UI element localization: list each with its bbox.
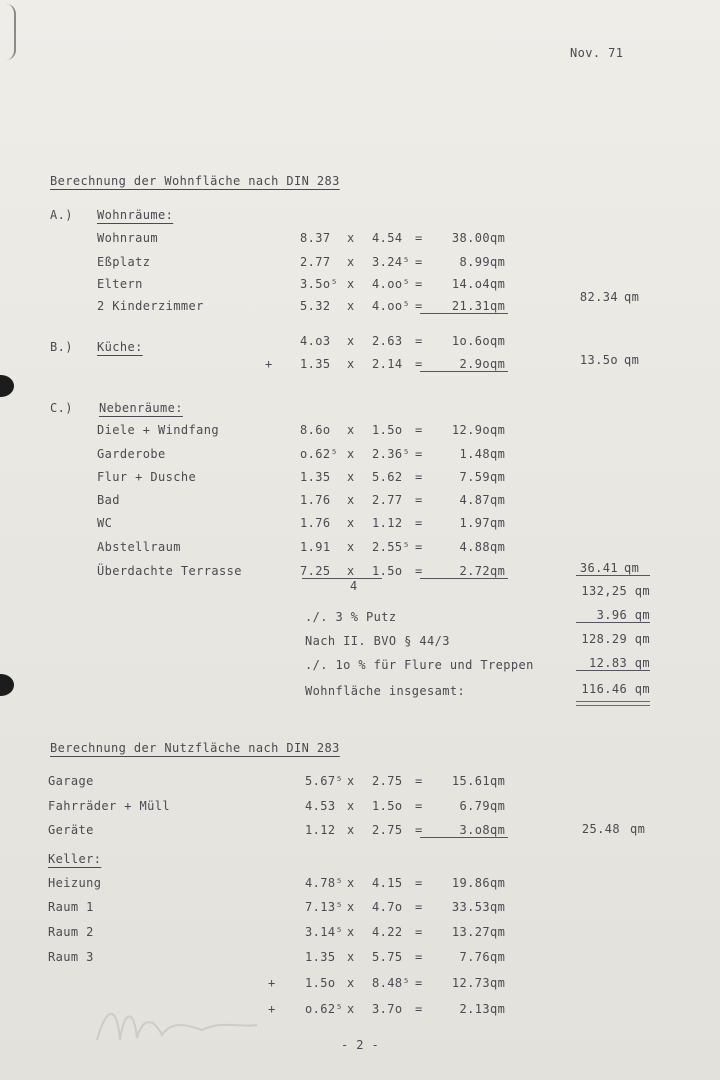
unit-label: qm	[490, 423, 506, 437]
unit-label: qm	[490, 447, 506, 461]
equals-sign: =	[415, 976, 423, 990]
area-result: 21.31	[451, 299, 490, 313]
dimension-b: 4.7o	[372, 900, 403, 914]
unit-label: qm	[490, 799, 506, 813]
dimension-a: o.62⁵	[305, 1002, 344, 1016]
dimension-a: 2.77	[300, 255, 331, 269]
dimension-a: 1.5o	[305, 976, 336, 990]
dimension-b: 1.5o	[372, 564, 403, 578]
times-sign: x	[347, 231, 355, 245]
room-name: Wohnraum	[97, 231, 158, 245]
equals-sign: =	[415, 950, 423, 964]
rule	[420, 313, 508, 314]
wohnflaeche-heading: Berechnung der Wohnfläche nach DIN 283	[50, 174, 340, 188]
section-label: B.)	[50, 340, 73, 354]
equals-sign: =	[415, 540, 423, 554]
area-result: 7.59	[459, 470, 490, 484]
dimension-b: 5.62	[372, 470, 403, 484]
dimension-a: o.62⁵	[300, 447, 339, 461]
area-result: 15.61	[451, 774, 490, 788]
unit-label: qm	[490, 516, 506, 530]
equals-sign: =	[415, 357, 423, 371]
dimension-b: 2.75	[372, 823, 403, 837]
dimension-a: 3.14⁵	[305, 925, 344, 939]
unit-label: qm	[624, 290, 640, 304]
dimension-a: 5.67⁵	[305, 774, 344, 788]
dimension-a: 1.35	[300, 470, 331, 484]
unit-label: qm	[490, 277, 506, 291]
equals-sign: =	[415, 423, 423, 437]
dimension-b: 1.12	[372, 516, 403, 530]
wohnflaeche-gesamt-value: 116.46 qm	[581, 682, 650, 696]
room-name: 2 Kinderzimmer	[97, 299, 204, 313]
area-result: 1o.6o	[451, 334, 490, 348]
area-result: 6.79	[459, 799, 490, 813]
equals-sign: =	[415, 925, 423, 939]
equals-sign: =	[415, 334, 423, 348]
equals-sign: =	[415, 823, 423, 837]
times-sign: x	[347, 900, 355, 914]
times-sign: x	[347, 823, 355, 837]
dimension-b: 8.48⁵	[372, 976, 411, 990]
page-number: - 2 -	[341, 1038, 380, 1052]
equals-sign: =	[415, 255, 423, 269]
dimension-a: 5.32	[300, 299, 331, 313]
dimension-a: 1.12	[305, 823, 336, 837]
times-sign: x	[347, 1002, 355, 1016]
area-result: 2.13	[459, 1002, 490, 1016]
paper-clip-mark	[0, 4, 16, 60]
unit-label: qm	[490, 564, 506, 578]
equals-sign: =	[415, 231, 423, 245]
times-sign: x	[347, 976, 355, 990]
section-total: 36.41	[579, 561, 618, 575]
equals-sign: =	[415, 493, 423, 507]
dimension-a: 1.76	[300, 493, 331, 507]
room-name: Heizung	[48, 876, 102, 890]
area-result: 13.27	[451, 925, 490, 939]
section-title: Wohnräume:	[97, 208, 174, 222]
room-name: Raum 1	[48, 900, 94, 914]
unit-label: qm	[490, 540, 506, 554]
unit-label: qm	[624, 561, 640, 575]
rule	[420, 578, 508, 579]
unit-label: qm	[490, 357, 506, 371]
equals-sign: =	[415, 516, 423, 530]
section-total: 82.34	[579, 290, 618, 304]
equals-sign: =	[415, 1002, 423, 1016]
area-result: 1.97	[459, 516, 490, 530]
room-name: Fahrräder + Müll	[48, 799, 170, 813]
unit-label: qm	[490, 823, 506, 837]
room-name: Garderobe	[97, 447, 166, 461]
dimension-a: 8.6o	[300, 423, 331, 437]
rule	[420, 837, 508, 838]
room-name: Garage	[48, 774, 94, 788]
equals-sign: =	[415, 447, 423, 461]
punch-hole	[0, 375, 14, 397]
dimension-b: 2.14	[372, 357, 403, 371]
unit-label: qm	[490, 774, 506, 788]
dimension-b: 4.oo⁵	[372, 299, 411, 313]
times-sign: x	[347, 774, 355, 788]
rule	[576, 575, 650, 576]
area-result: 8.99	[459, 255, 490, 269]
times-sign: x	[347, 470, 355, 484]
area-result: 4.88	[459, 540, 490, 554]
divisor: 4	[350, 579, 358, 593]
unit-label: qm	[490, 876, 506, 890]
room-name: Raum 2	[48, 925, 94, 939]
dimension-a: 8.37	[300, 231, 331, 245]
rule	[576, 670, 650, 671]
times-sign: x	[347, 299, 355, 313]
dimension-a: 1.35	[300, 357, 331, 371]
times-sign: x	[347, 447, 355, 461]
equals-sign: =	[415, 564, 423, 578]
area-result: 7.76	[459, 950, 490, 964]
section-title: Küche:	[97, 340, 143, 354]
dimension-b: 4.15	[372, 876, 403, 890]
dimension-b: 4.oo⁵	[372, 277, 411, 291]
unit-label: qm	[490, 470, 506, 484]
equals-sign: =	[415, 774, 423, 788]
times-sign: x	[347, 423, 355, 437]
dimension-a: 7.25	[300, 564, 331, 578]
equals-sign: =	[415, 876, 423, 890]
room-name: Bad	[97, 493, 120, 507]
document-date: Nov. 71	[570, 46, 624, 60]
dimension-b: 1.5o	[372, 799, 403, 813]
times-sign: x	[347, 493, 355, 507]
room-name: WC	[97, 516, 113, 530]
equals-sign: =	[415, 277, 423, 291]
dimension-b: 3.24⁵	[372, 255, 411, 269]
rule	[302, 578, 382, 579]
section-title: Nebenräume:	[99, 401, 183, 415]
area-result: 2.9o	[459, 357, 490, 371]
dimension-b: 1.5o	[372, 423, 403, 437]
unit-label: qm	[490, 493, 506, 507]
room-name: Eßplatz	[97, 255, 151, 269]
putz-label: ./. 3 % Putz	[305, 610, 397, 624]
room-name: Überdachte Terrasse	[97, 564, 242, 578]
room-name: Eltern	[97, 277, 143, 291]
times-sign: x	[347, 799, 355, 813]
area-result: 14.o4	[451, 277, 490, 291]
unit-label: qm	[490, 950, 506, 964]
dimension-b: 2.55⁵	[372, 540, 411, 554]
putz-value: 3.96 qm	[596, 608, 650, 622]
times-sign: x	[347, 255, 355, 269]
area-result: 12.9o	[451, 423, 490, 437]
unit-label: qm	[490, 976, 506, 990]
dimension-a: 1.91	[300, 540, 331, 554]
dimension-b: 5.75	[372, 950, 403, 964]
rule	[576, 622, 650, 623]
equals-sign: =	[415, 900, 423, 914]
times-sign: x	[347, 876, 355, 890]
equals-sign: =	[415, 470, 423, 484]
double-rule	[576, 701, 650, 706]
dimension-b: 2.63	[372, 334, 403, 348]
dimension-a: 7.13⁵	[305, 900, 344, 914]
unit-label: qm	[490, 231, 506, 245]
plus-sign: +	[268, 1002, 276, 1016]
plus-sign: +	[268, 976, 276, 990]
area-result: 38.00	[451, 231, 490, 245]
dimension-a: 1.76	[300, 516, 331, 530]
flure-value: 12.83 qm	[589, 656, 650, 670]
unit-label: qm	[490, 299, 506, 313]
dimension-a: 3.5o⁵	[300, 277, 339, 291]
flure-label: ./. 1o % für Flure und Treppen	[305, 658, 534, 672]
section-total: 25.48	[581, 822, 620, 836]
nutzflaeche-heading: Berechnung der Nutzfläche nach DIN 283	[50, 741, 340, 755]
equals-sign: =	[415, 299, 423, 313]
punch-hole	[0, 674, 14, 696]
section-total: 13.5o	[579, 353, 618, 367]
unit-label: qm	[490, 334, 506, 348]
unit-label: qm	[490, 900, 506, 914]
area-result: 4.87	[459, 493, 490, 507]
room-name: Diele + Windfang	[97, 423, 219, 437]
unit-label: qm	[490, 1002, 506, 1016]
dimension-a: 4.78⁵	[305, 876, 344, 890]
rule	[420, 371, 508, 372]
times-sign: x	[347, 334, 355, 348]
plus-sign: +	[265, 357, 273, 371]
room-name: Abstellraum	[97, 540, 181, 554]
dimension-b: 4.54	[372, 231, 403, 245]
unit-label: qm	[490, 255, 506, 269]
area-result: 2.72	[459, 564, 490, 578]
times-sign: x	[347, 564, 355, 578]
area-result: 1.48	[459, 447, 490, 461]
area-result: 3.o8	[459, 823, 490, 837]
times-sign: x	[347, 950, 355, 964]
equals-sign: =	[415, 799, 423, 813]
area-result: 33.53	[451, 900, 490, 914]
bvo-value: 128.29 qm	[581, 632, 650, 646]
dimension-b: 4.22	[372, 925, 403, 939]
dimension-b: 2.77	[372, 493, 403, 507]
times-sign: x	[347, 925, 355, 939]
times-sign: x	[347, 357, 355, 371]
keller-title: Keller:	[48, 852, 102, 866]
unit-label: qm	[630, 822, 646, 836]
dimension-a: 4.o3	[300, 334, 331, 348]
section-label: A.)	[50, 208, 73, 222]
dimension-a: 4.53	[305, 799, 336, 813]
dimension-a: 1.35	[305, 950, 336, 964]
room-name: Flur + Dusche	[97, 470, 197, 484]
bvo-label: Nach II. BVO § 44/3	[305, 634, 450, 648]
times-sign: x	[347, 277, 355, 291]
dimension-b: 2.36⁵	[372, 447, 411, 461]
times-sign: x	[347, 516, 355, 530]
area-result: 12.73	[451, 976, 490, 990]
times-sign: x	[347, 540, 355, 554]
wohnflaeche-gesamt-label: Wohnfläche insgesamt:	[305, 684, 466, 698]
section-label: C.)	[50, 401, 73, 415]
subtotal-value: 132,25 qm	[581, 584, 650, 598]
room-name: Raum 3	[48, 950, 94, 964]
dimension-b: 3.7o	[372, 1002, 403, 1016]
room-name: Geräte	[48, 823, 94, 837]
faint-signature-mark	[92, 1000, 262, 1050]
dimension-b: 2.75	[372, 774, 403, 788]
unit-label: qm	[490, 925, 506, 939]
unit-label: qm	[624, 353, 640, 367]
area-result: 19.86	[451, 876, 490, 890]
